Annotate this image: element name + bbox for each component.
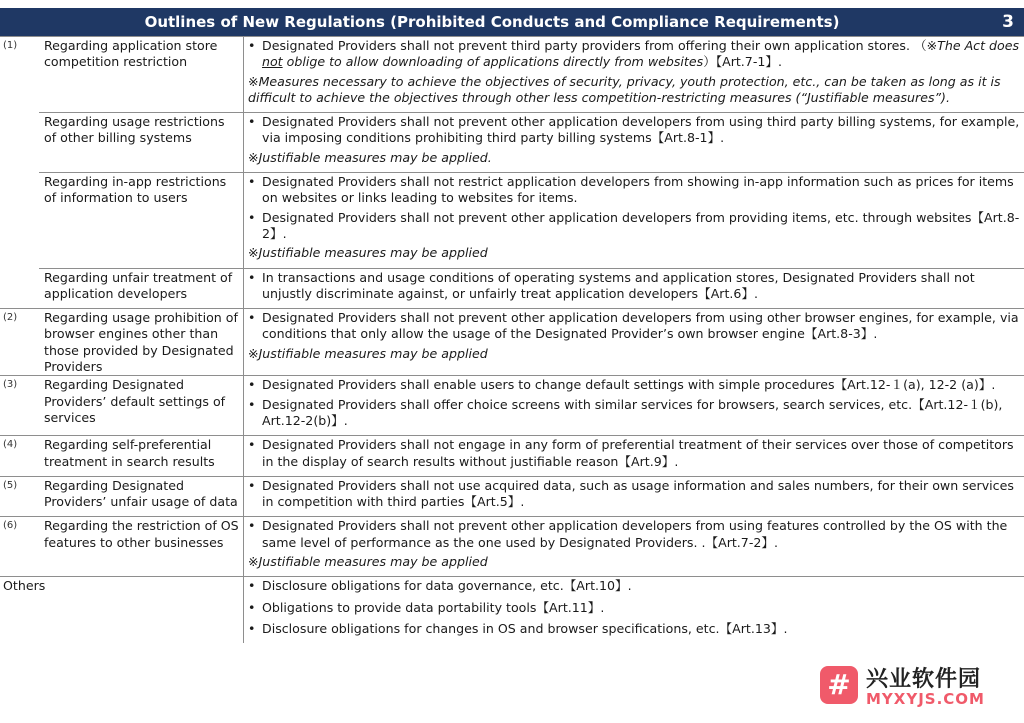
row-description [244,436,1024,477]
table-row [0,436,1024,477]
bullet-item: • Obligations to provide data portability tools【Art.11】. [248,599,605,615]
bullet-item: • In transactions and usage conditions of operating systems and application stores, Designated Providers shall not unjustly discriminate against, or unfairly treat application developers【Art.6】. [248,269,975,301]
bullet-icon: • [248,396,256,412]
bullet-icon: • [248,578,256,594]
slide-header [0,8,1024,36]
bullet-item: • Designated Providers shall enable users to change default settings with simple procedures【Art.12-１(a), 12-2 (a)】. [248,377,996,393]
bullet-icon: • [248,599,256,615]
bullet-icon: • [248,114,256,130]
row-label: Regarding Designated Providers’ unfair usage of data [39,476,244,517]
row-label: Regarding application store competition restriction [39,37,244,113]
bullet-item: • Designated Providers shall offer choice screens with similar services for browsers, search services, etc.【Art.12-１(b), Art.12-2(b)】. [248,396,1003,428]
bullet-item: • Designated Providers shall not prevent other application developers from using other browser engines, for example, via conditions that only allow the usage of the Designated Provider’s own browser engine【Art.8-3】. [248,310,1019,342]
row-number: (6) [0,517,39,577]
row-description [244,577,1024,643]
row-label: Regarding Designated Providers’ default settings of services [39,376,244,436]
row-description [244,309,1024,376]
bullet-item: • Designated Providers shall not engage in any form of preferential treatment of their services over those of competitors in the display of search results without justifiable reason【Art.9】. [248,437,1014,469]
table-row [0,268,1024,309]
bullet-icon: • [248,377,256,393]
justifiable-note: ※Justifiable measures may be applied. [248,149,492,165]
row-description [244,517,1024,577]
slide-title: Outlines of New Regulations (Prohibited Conducts and Compliance Requirements) [144,13,840,31]
watermark-url: MYXYJS.COM [866,690,985,708]
justifiable-note: ※Justifiable measures may be applied [248,554,488,570]
row-label: Regarding unfair treatment of application developers [39,268,244,309]
bullet-item: • Disclosure obligations for data governance, etc.【Art.10】. [248,578,632,594]
watermark-logo [806,650,1024,723]
justifiable-note: ※Justifiable measures may be applied [248,345,488,361]
bullet-icon: • [248,38,256,53]
bullet-icon: • [248,310,256,326]
bullet-item: • Designated Providers shall not restrict application developers from showing in-app information such as prices for items on websites or links leading to websites for items. [248,174,1014,206]
row-description [244,37,1024,113]
hash-logo-icon: # [820,666,858,704]
row-label: Regarding usage restrictions of other billing systems [39,113,244,173]
row-description [244,268,1024,309]
row-label: Regarding usage prohibition of browser engines other than those provided by Designated Providers [39,309,244,376]
bullet-item: • Designated Providers shall not prevent other application developers from providing items, etc. through websites【Art.8-2】. [248,209,1020,241]
watermark-name: 兴业软件园 [866,667,982,692]
row-description [244,476,1024,517]
bullet-icon: • [248,620,256,636]
row-description [244,376,1024,436]
bullet-icon: • [248,437,256,453]
table-row [0,173,1024,268]
table-row [0,376,1024,436]
table-row [0,37,1024,113]
justifiable-note: ※Justifiable measures may be applied [248,245,488,261]
row-label: Regarding in-app restrictions of information to users [39,173,244,268]
table-row [0,476,1024,517]
row-description [244,113,1024,173]
bullet-icon: • [248,209,256,225]
row-label: Others [0,577,244,643]
bullet-item: • Disclosure obligations for changes in OS and browser specifications, etc.【Art.13】. [248,620,788,636]
bullet-item: • Designated Providers shall not prevent third party providers from offering their own application stores. （※The Act does not oblige to allow downloading of applications directly from websites）【Art.7-1】. [248,38,1020,70]
page-number: 3 [1002,12,1014,32]
row-label: Regarding self-preferential treatment in search results [39,436,244,477]
table-row [0,577,1024,643]
bullet-item: • Designated Providers shall not prevent other application developers from using features controlled by the OS with the same level of performance as the one used by Designated Providers. .【Art.7-2】. [248,518,1008,550]
bullet-item: • Designated Providers shall not use acquired data, such as usage information and sales numbers, for their own services in competition with third parties【Art.5】. [248,477,1014,510]
row-description [244,173,1024,268]
bullet-icon: • [248,518,256,534]
table-row [0,517,1024,577]
row-number: (1) [0,37,39,113]
bullet-icon: • [248,174,256,190]
table-row [0,113,1024,173]
row-number: (3) [0,376,39,436]
bullet-icon: • [248,477,256,493]
row-number: (4) [0,436,39,477]
justifiable-note: ※Measures necessary to achieve the objectives of security, privacy, youth protection, etc., can be taken as long as it is difficult to achieve the objectives through other less competition-restricting measures (“Justifiable measures”). [248,73,1001,105]
bullet-icon: • [248,269,256,285]
table-row [0,309,1024,376]
row-number: (5) [0,476,39,517]
bullet-item: • Designated Providers shall not prevent other application developers from using third party billing systems, for example, via imposing conditions prohibiting third party billing systems【Art.8-1】. [248,114,1020,146]
regulations-table [0,36,1024,643]
row-label: Regarding the restriction of OS features to other businesses [39,517,244,577]
row-number: (2) [0,309,39,376]
